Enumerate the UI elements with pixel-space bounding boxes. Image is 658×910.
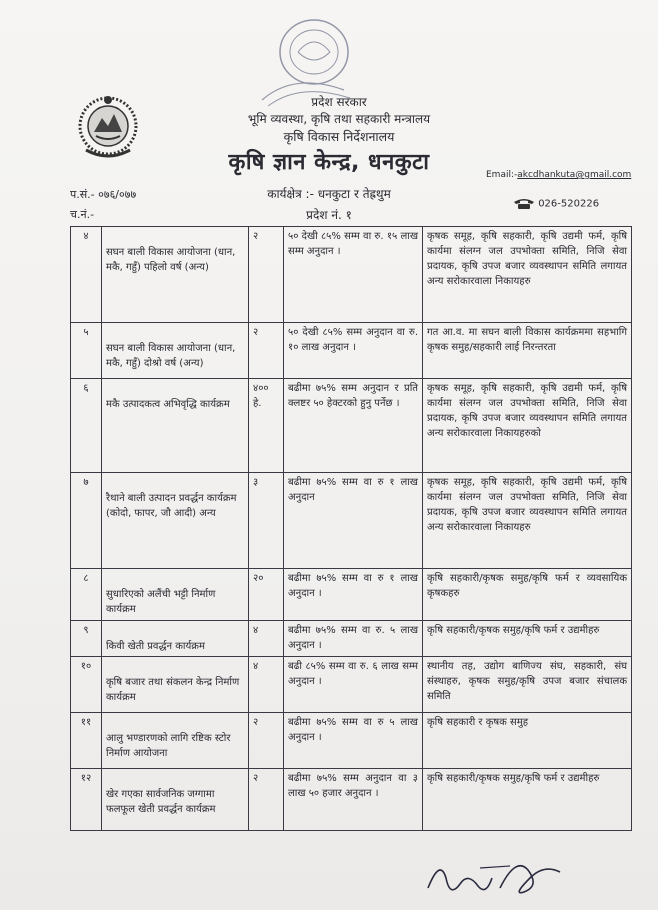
eligible-applicants: कृषक समूह, कृषि सहकारी, कृषि उद्यमी फर्म, कृषि कार्यमा संलग्न जल उपभोक्ता समिति, निजि सेवा प्रदायक, कृषि उपज बजार व्यवस्थापन समिति लगायत अन्य सरोकारवाला निकायहरु: [423, 473, 632, 569]
grant-terms: बढीमा ७५% सम्म वा रु १ लाख अनुदान ।: [284, 569, 423, 621]
program-name: कृषि बजार तथा संकलन केन्द्र निर्माण कार्यक्रम: [102, 657, 249, 713]
table-row: [71, 621, 632, 657]
target-quantity: २: [249, 323, 284, 379]
row-serial: १०: [71, 657, 102, 713]
eligible-applicants: कृषि सहकारी/कृषक समुह/कृषि फर्म र व्यवसायिक कृषकहरु: [423, 569, 632, 621]
target-quantity: २: [249, 227, 284, 323]
eligible-applicants: कृषि सहकारी/कृषक समुह/कृषि फर्म र उद्यमीहरु: [423, 621, 632, 657]
dispatch-number: च.नं.-: [70, 208, 95, 221]
ministry-name: भूमि व्यवस्था, कृषि तथा सहकारी मन्त्रालय: [247, 112, 431, 126]
program-name: सघन बाली विकास आयोजना (धान, मकै, गहुँ) दोश्रो वर्ष (अन्य): [102, 323, 249, 379]
program-name: आलु भण्डारणको लागि रष्टिक स्टोर निर्माण आयोजना: [102, 713, 249, 769]
grant-terms: बढीमा ७५% सम्म वा रु १ लाख अनुदान: [284, 473, 423, 569]
handwritten-signature: [420, 848, 580, 904]
eligible-applicants: गत आ.व. मा सघन बाली विकास कार्यक्रममा सहभागि कृषक समुह/सहकारी लाई निरन्तरता: [423, 323, 632, 379]
grant-terms: बढी ८५% सम्म वा रु. ६ लाख सम्म अनुदान ।: [284, 657, 423, 713]
target-quantity: २: [249, 713, 284, 769]
program-name: सघन बाली विकास आयोजना (धान, मकै, गहुँ) पहिलो वर्ष (अन्य): [102, 227, 249, 323]
grant-terms: बढीमा ७५% सम्म वा रु. ५ लाख अनुदान ।: [284, 621, 423, 657]
target-quantity: ४: [249, 657, 284, 713]
row-serial: ५: [71, 323, 102, 379]
program-name: खेर गएका सार्वजनिक जग्गामा फलफूल खेती प्रवर्द्धन कार्यक्रम: [102, 769, 249, 831]
table-row: [71, 473, 632, 569]
phone-number: 026-520226: [538, 198, 600, 210]
table-row: [71, 379, 632, 473]
grant-terms: ५० देखी ८५% सम्म वा रु. १५ लाख सम्म अनुदान ।: [284, 227, 423, 323]
eligible-applicants: कृषि सहकारी र कृषक समुह: [423, 713, 632, 769]
government-name: प्रदेश सरकार: [311, 95, 367, 109]
table-row: [71, 713, 632, 769]
table-row: [71, 569, 632, 621]
program-name: मकै उत्पादकत्व अभिवृद्धि कार्यक्रम: [102, 379, 249, 473]
row-serial: ४: [71, 227, 102, 323]
phone-line: [513, 198, 599, 210]
email-address[interactable]: akcdhankuta@gmail.com: [517, 170, 632, 180]
province-number: प्रदेश नं. १: [306, 208, 352, 222]
table-row: [71, 769, 632, 831]
target-quantity: २०: [249, 569, 284, 621]
email-line: [486, 170, 631, 180]
target-quantity: ४: [249, 621, 284, 657]
email-label: Email:-: [486, 170, 518, 180]
table-row: [71, 657, 632, 713]
eligible-applicants: कृषि सहकारी/कृषक समुह/कृषि फर्म र उद्यमीहरु: [423, 769, 632, 831]
row-serial: ९: [71, 621, 102, 657]
row-serial: ११: [71, 713, 102, 769]
eligible-applicants: कृषक समूह, कृषि सहकारी, कृषि उद्यमी फर्म, कृषि कार्यमा संलग्न जल उपभोक्ता समिति, निजि सेवा प्रदायक, कृषि उपज बजार व्यवस्थापन समिति लगायत अन्य सरोकारवाला निकायहरु: [423, 227, 632, 323]
target-quantity: २: [249, 769, 284, 831]
eligible-applicants: स्थानीय तह, उद्योग बाणिज्य संघ, सहकारी, संघ संस्थाहरु, कृषक समुह/कृषि उपज बजार संचालक समिति: [423, 657, 632, 713]
row-serial: ७: [71, 473, 102, 569]
table-row: [71, 227, 632, 323]
directorate-name: कृषि विकास निर्देशनालय: [283, 129, 395, 144]
row-serial: ६: [71, 379, 102, 473]
grant-terms: बढीमा ७५% सम्म अनुदान र प्रति क्लष्टर ५० हेक्टरको हुनु पर्नेछ ।: [284, 379, 423, 473]
program-name: सुधारिएको अलैंची भट्टी निर्माण कार्यक्रम: [102, 569, 249, 621]
grant-terms: बढीमा ७५% सम्म अनुदान वा ३ लाख ५० हजार अनुदान ।: [284, 769, 423, 831]
eligible-applicants: कृषक समूह, कृषि सहकारी, कृषि उद्यमी फर्म, कृषि कार्यमा संलग्न जल उपभोक्ता समिति, निजि सेवा प्रदायक, कृषि उपज बजार व्यवस्थापन समिति लगायत अन्य सरोकारवाला निकायहरुको: [423, 379, 632, 473]
office-title: कृषि ज्ञान केन्द्र, धनकुटा: [228, 150, 430, 175]
table-row: [71, 323, 632, 379]
grant-terms: बढीमा ७५% सम्म वा रु ५ लाख अनुदान ।: [284, 713, 423, 769]
target-quantity: ४०० हे.: [249, 379, 284, 473]
row-serial: १२: [71, 769, 102, 831]
program-table: [70, 226, 632, 831]
row-serial: ८: [71, 569, 102, 621]
target-quantity: ३: [249, 473, 284, 569]
program-name: रैथाने बाली उत्पादन प्रवर्द्धन कार्यक्रम (कोदो, फापर, जौ आदी) अन्य: [102, 473, 249, 569]
grant-terms: ५० देखी ८५% सम्म अनुदान वा रु. १० लाख अनुदान ।: [284, 323, 423, 379]
program-name: किवी खेती प्रवर्द्धन कार्यक्रम: [102, 621, 249, 657]
telephone-icon: [513, 198, 535, 209]
reference-number: प.सं.- ०७६/०७७: [70, 188, 137, 201]
work-area: कार्यक्षेत्र :- धनकुटा र तेह्रथुम: [267, 187, 391, 201]
